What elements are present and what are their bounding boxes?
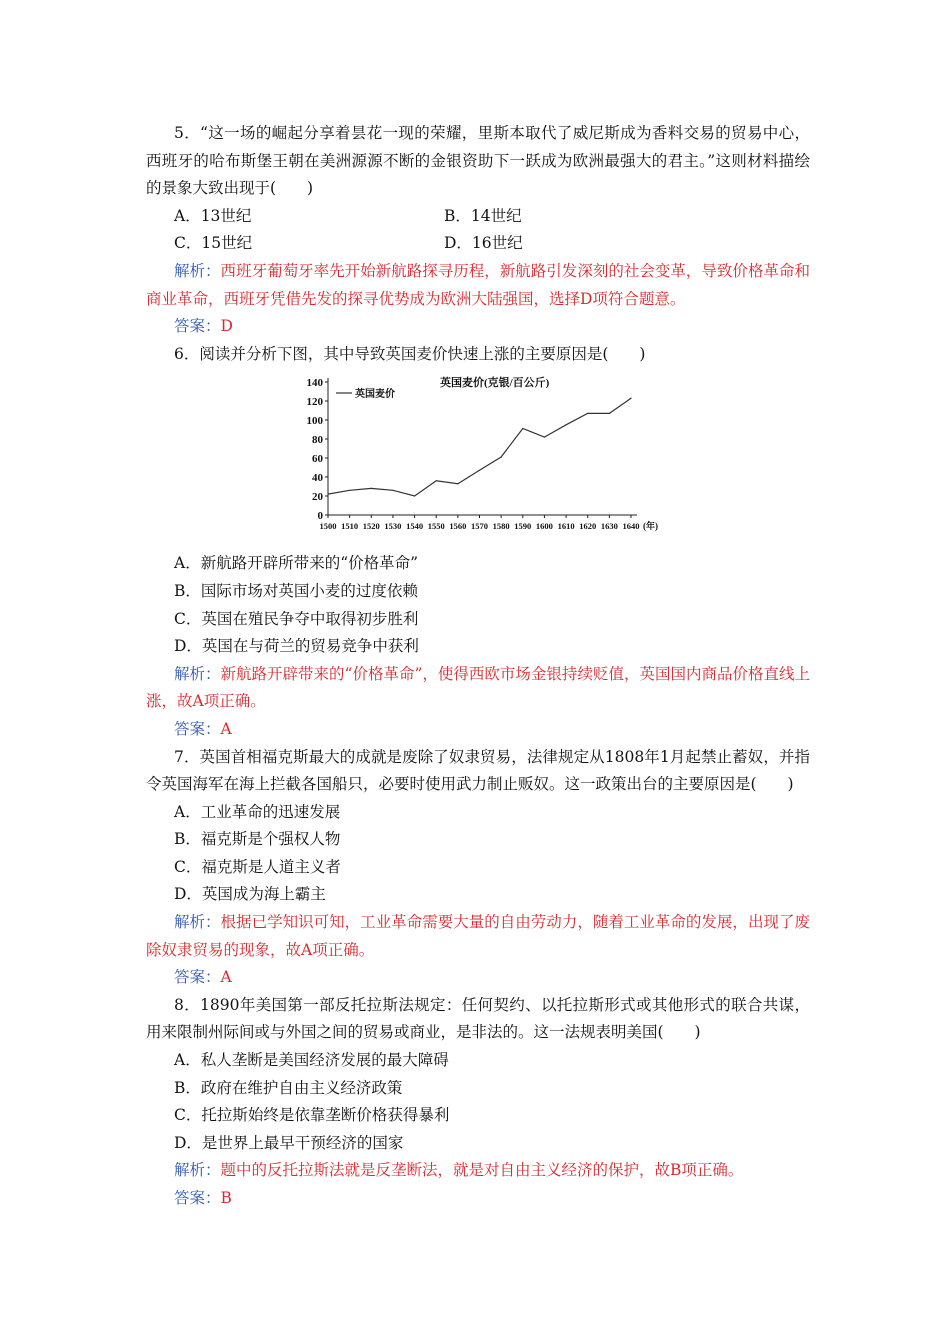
question-7-analysis <box>146 909 810 964</box>
x-tick-label: 1640 <box>622 521 640 532</box>
question-7-option-c: C．福克斯是人道主义者 <box>174 857 341 876</box>
question-5-option-a: A．13世纪 <box>174 206 252 225</box>
y-tick-label: 120 <box>306 396 323 409</box>
question-6-option-c: C．英国在殖民争夺中取得初步胜利 <box>174 609 419 628</box>
data-point <box>349 490 350 491</box>
question-5-options-row-1 <box>146 203 810 231</box>
question-6-option-b: B．国际市场对英国小麦的过度依赖 <box>174 581 418 600</box>
answer-value: A <box>220 968 232 987</box>
question-8-analysis <box>146 1157 810 1185</box>
question-7-option-a: A．工业革命的迅速发展 <box>174 802 341 821</box>
question-6-option-d: D．英国在与荷兰的贸易竞争中获利 <box>174 637 419 656</box>
data-point <box>501 457 502 458</box>
analysis-text: 题中的反托拉斯法就是反垄断法，就是对自由主义经济的保护，故B项正确。 <box>220 1161 744 1180</box>
question-6-option-a: A．新航路开辟所带来的“价格革命” <box>174 554 419 573</box>
data-point <box>587 413 588 414</box>
analysis-label: 解析： <box>174 261 221 280</box>
question-8-option-c: C．托拉斯始终是依靠垄断价格获得暴利 <box>174 1106 450 1125</box>
data-point <box>565 424 566 425</box>
data-point <box>392 490 393 491</box>
answer-label: 答案： <box>174 719 221 738</box>
data-point <box>544 437 545 438</box>
analysis-text: 根据已学知识可知，工业革命需要大量的自由劳动力，随着工业革命的发展，出现了废除奴隶贸易的现象，故A项正确。 <box>146 913 810 959</box>
analysis-label: 解析： <box>174 664 221 683</box>
data-point <box>479 470 480 471</box>
series-line-英国麦价 <box>328 399 631 497</box>
data-point <box>630 398 631 399</box>
question-5-answer <box>146 313 810 341</box>
legend-label: 英国麦价 <box>355 389 395 401</box>
question-7-option-d: D．英国成为海上霸主 <box>174 885 326 904</box>
data-point <box>371 488 372 489</box>
question-5-options-row-2 <box>146 230 810 258</box>
data-point <box>457 483 458 484</box>
question-8-option-d: D．是世界上最早干预经济的国家 <box>174 1133 404 1152</box>
question-8-option-a: A．私人垄断是美国经济发展的最大障碍 <box>174 1051 449 1070</box>
x-tick-label: 1550 <box>427 521 445 532</box>
question-7-option-b: B．福克斯是个强权人物 <box>174 830 341 849</box>
document-page <box>146 120 810 1213</box>
x-tick-label: 1540 <box>406 521 424 532</box>
data-point <box>436 481 437 482</box>
y-tick-label: 100 <box>306 415 323 428</box>
analysis-text: 新航路开辟带来的“价格革命”，使得西欧市场金银持续贬值，英国国内商品价格直线上涨，故A项正确。 <box>146 664 810 711</box>
answer-label: 答案： <box>174 968 221 987</box>
x-tick-label: 1620 <box>579 521 597 532</box>
question-8-option-b: B．政府在维护自由主义经济政策 <box>174 1078 403 1097</box>
x-tick-label: 1630 <box>600 521 618 532</box>
data-point <box>327 494 328 495</box>
x-tick-label: 1510 <box>341 521 359 532</box>
answer-value: D <box>220 317 233 336</box>
question-7-stem: 7．英国首相福克斯最大的成就是废除了奴隶贸易，法律规定从1808年1月起禁止蓄奴，并指令英国海军在海上拦截各国船只，必要时使用武力制止贩奴。这一政策出台的主要原因是( ) <box>146 747 810 794</box>
y-tick-label: 0 <box>317 510 323 523</box>
question-5-option-c: C．15世纪 <box>174 234 253 253</box>
x-tick-label: 1520 <box>362 521 380 532</box>
x-tick-label: 1530 <box>384 521 402 532</box>
question-5-analysis <box>146 258 810 313</box>
question-5-option-d: D．16世纪 <box>444 234 523 253</box>
question-5-stem: 5．“这一场的崛起分享着昙花一现的荣耀，里斯本取代了威尼斯成为香料交易的贸易中心，西班牙的哈布斯堡王朝在美洲源源不断的金银资助下一跃成为欧洲最强大的君主。”这则材料描绘的景象大致出现于( ) <box>146 124 810 198</box>
chart-title: 英国麦价(克银/百公斤) <box>439 377 550 390</box>
x-tick-label: 1570 <box>471 521 488 532</box>
y-tick-label: 60 <box>312 453 323 466</box>
question-8-stem: 8．1890年美国第一部反托拉斯法规定：任何契约、以托拉斯形式或其他形式的联合共谋，用来限制州际间或与外国之间的贸易或商业，是非法的。这一法规表明美国( ) <box>146 995 810 1042</box>
y-tick-label: 80 <box>312 434 323 447</box>
wheat-price-chart-svg <box>296 370 676 550</box>
answer-value: B <box>220 1189 232 1207</box>
x-axis-label: (年) <box>643 521 658 532</box>
y-tick-label: 140 <box>306 377 323 390</box>
question-6-answer <box>146 716 810 744</box>
answer-label: 答案： <box>174 317 221 336</box>
analysis-label: 解析： <box>174 1161 221 1180</box>
question-8-answer <box>146 1185 810 1213</box>
x-tick-label: 1590 <box>514 521 532 532</box>
analysis-text: 西班牙葡萄牙率先开始新航路探寻历程，新航路引发深刻的社会变革，导致价格革命和商业革命，西班牙凭借先发的探寻优势成为欧洲大陆强国，选择D项符合题意。 <box>146 261 810 308</box>
x-tick-label: 1580 <box>492 521 510 532</box>
x-tick-label: 1500 <box>319 521 337 532</box>
x-tick-label: 1610 <box>557 521 575 532</box>
data-point <box>414 496 415 497</box>
y-tick-label: 40 <box>312 472 323 485</box>
question-6-analysis <box>146 661 810 716</box>
wheat-price-chart <box>146 370 810 550</box>
data-point <box>609 413 610 414</box>
answer-value: A <box>220 719 232 738</box>
answer-label: 答案： <box>174 1189 221 1207</box>
question-7-answer <box>146 964 810 992</box>
x-tick-label: 1600 <box>535 521 553 532</box>
y-tick-label: 20 <box>312 491 323 504</box>
analysis-label: 解析： <box>174 913 221 932</box>
x-tick-label: 1560 <box>449 521 467 532</box>
question-5-option-b: B．14世纪 <box>444 206 522 225</box>
question-6-stem: 6．阅读并分析下图，其中导致英国麦价快速上涨的主要原因是( ) <box>174 344 646 363</box>
data-point <box>522 428 523 429</box>
